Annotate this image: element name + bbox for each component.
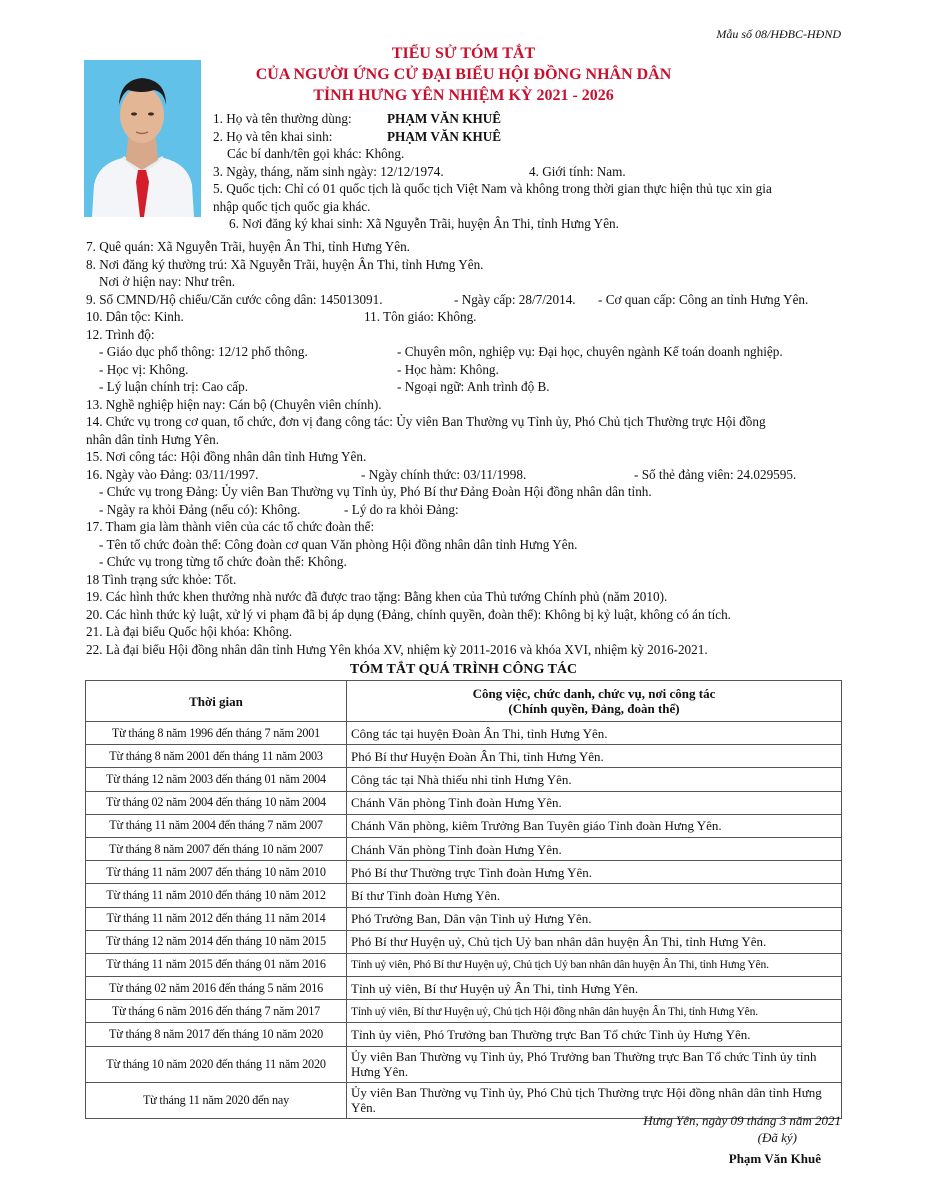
ethnicity: 10. Dân tộc: Kinh. xyxy=(86,309,184,324)
birth-name: PHẠM VĂN KHUÊ xyxy=(387,128,502,144)
row-time: Từ tháng 11 năm 2015 đến tháng 01 năm 2016 xyxy=(86,953,347,976)
row-job: Ủy viên Ban Thường vụ Tỉnh ủy, Phó Trưởng ban Thường trực Ban Tổ chức Tỉnh ủy tỉnh Hưng Yên. xyxy=(347,1046,842,1082)
id-number: 9. Số CMND/Hộ chiếu/Căn cước công dân: 145013091. xyxy=(86,291,383,307)
table-row xyxy=(86,977,842,1000)
signature-block xyxy=(643,1112,841,1167)
political-theory: - Lý luận chính trị: Cao cấp. xyxy=(99,379,249,394)
workplace: 15. Nơi công tác: Hội đồng nhân dân tỉnh Hưng Yên. xyxy=(86,449,367,464)
doc-title-line-3: TỈNH HƯNG YÊN NHIỆM KỲ 2021 - 2026 xyxy=(313,87,614,104)
row-job: Tỉnh uỷ viên, Phó Bí thư Huyện uỷ, Chủ tịch Uỷ ban nhân dân huyện Ân Thi, tỉnh Hưng Yên. xyxy=(347,953,842,976)
row-job: Phó Bí thư Thường trực Tỉnh đoàn Hưng Yên. xyxy=(347,861,842,884)
row-time: Từ tháng 11 năm 2007 đến tháng 10 năm 2010 xyxy=(86,861,347,884)
portrait-photo xyxy=(84,60,201,217)
col-job-header-line-2: (Chính quyền, Đảng, đoàn thể) xyxy=(508,701,680,716)
degree: - Học vị: Không. xyxy=(99,361,189,377)
foreign-language: - Ngoại ngữ: Anh trình độ B. xyxy=(397,379,550,394)
header-info xyxy=(213,110,853,233)
col-time-header: Thời gian xyxy=(86,681,347,722)
work-history-table xyxy=(85,680,842,1119)
row-time: Từ tháng 8 năm 2001 đến tháng 11 năm 2003 xyxy=(86,745,347,768)
party-official-date: - Ngày chính thức: 03/11/1998. xyxy=(361,466,527,482)
party-card: - Số thẻ đảng viên: 24.029595. xyxy=(634,466,797,482)
row-time: Từ tháng 12 năm 2003 đến tháng 01 năm 2004 xyxy=(86,768,347,791)
gender: 4. Giới tính: Nam. xyxy=(529,163,626,179)
table-row xyxy=(86,953,842,976)
party-leave-date: - Ngày ra khỏi Đảng (nếu có): Không. xyxy=(99,501,301,517)
row-job: Công tác tại Nhà thiếu nhi tỉnh Hưng Yên. xyxy=(347,768,842,791)
place-date: Hưng Yên, ngày 09 tháng 3 năm 2021 xyxy=(643,1113,841,1128)
doc-title-line-1: TIỂU SỬ TÓM TẮT xyxy=(391,45,536,62)
signer-name: Phạm Văn Khuê xyxy=(728,1151,821,1166)
row-time: Từ tháng 8 năm 1996 đến tháng 7 năm 2001 xyxy=(86,722,347,745)
form-number: Mẫu số 08/HĐBC-HĐND xyxy=(716,27,841,41)
party-join-date: 16. Ngày vào Đảng: 03/11/1997. xyxy=(86,466,259,482)
party-position: - Chức vụ trong Đảng: Ủy viên Ban Thường vụ Tỉnh ủy, Phó Bí thư Đảng Đoàn Hội đồng nhân dân tỉnh. xyxy=(99,484,652,499)
religion: 11. Tôn giáo: Không. xyxy=(364,309,477,324)
table-row xyxy=(86,1046,842,1082)
health: 18 Tình trạng sức khỏe: Tốt. xyxy=(86,571,237,587)
position-1: 14. Chức vụ trong cơ quan, tổ chức, đơn vị đang công tác: Ủy viên Ban Thường vụ Tỉnh ủy, Phó Chủ tịch Thường trực Hội đồng xyxy=(86,414,766,429)
residence: 8. Nơi đăng ký thường trú: Xã Nguyễn Trãi, huyện Ân Thi, tỉnh Hưng Yên. xyxy=(86,256,484,272)
row-job: Bí thư Tỉnh đoàn Hưng Yên. xyxy=(347,884,842,907)
row-job: Tỉnh ủy viên, Phó Trưởng ban Thường trực Ban Tổ chức Tỉnh ủy Hưng Yên. xyxy=(347,1023,842,1046)
council-delegate: 22. Là đại biểu Hội đồng nhân dân tỉnh Hưng Yên khóa XV, nhiệm kỳ 2011-2016 và khóa XVI, nhiệm kỳ 2016-2021. xyxy=(86,641,708,657)
row-time: Từ tháng 8 năm 2017 đến tháng 10 năm 2020 xyxy=(86,1023,347,1046)
table-row xyxy=(86,768,842,791)
table-row xyxy=(86,837,842,860)
row-job: Công tác tại huyện Đoàn Ân Thi, tỉnh Hưng Yên. xyxy=(347,722,842,745)
table-row xyxy=(86,930,842,953)
table-row xyxy=(86,722,842,745)
row-time: Từ tháng 12 năm 2014 đến tháng 10 năm 2015 xyxy=(86,930,347,953)
occupation: 13. Nghề nghiệp hiện nay: Cán bộ (Chuyên viên chính). xyxy=(86,396,382,412)
organization-position: - Chức vụ trong từng tổ chức đoàn thể: Không. xyxy=(99,554,347,569)
row-job: Ủy viên Ban Thường vụ Tỉnh ủy, Phó Chủ tịch Thường trực Hội đồng nhân dân tỉnh Hưng Yên. xyxy=(347,1082,842,1118)
organizations-heading: 17. Tham gia làm thành viên của các tổ chức đoàn thể: xyxy=(86,519,375,534)
doc-title-line-2: CỦA NGƯỜI ỨNG CỬ ĐẠI BIỂU HỘI ĐỒNG NHÂN DÂN xyxy=(255,66,672,83)
academic-title: - Học hàm: Không. xyxy=(397,361,499,377)
main-info xyxy=(86,238,846,658)
hometown: 7. Quê quán: Xã Nguyễn Trãi, huyện Ân Thi, tỉnh Hưng Yên. xyxy=(86,239,410,254)
row-job: Phó Bí thư Huyện Đoàn Ân Thi, tỉnh Hưng Yên. xyxy=(347,745,842,768)
table-row xyxy=(86,1023,842,1046)
row-job: Tỉnh uỷ viên, Bí thư Huyện uỷ, Chủ tịch Hội đồng nhân dân huyện Ân Thi, tỉnh Hưng Yên. xyxy=(347,1000,842,1023)
national-assembly: 21. Là đại biểu Quốc hội khóa: Không. xyxy=(86,624,293,639)
birth-date: 3. Ngày, tháng, năm sinh ngày: 12/12/1974. xyxy=(213,163,444,179)
row-job: Tỉnh uỷ viên, Bí thư Huyện uỷ Ân Thi, tỉnh Hưng Yên. xyxy=(347,977,842,1000)
birth-registration: 6. Nơi đăng ký khai sinh: Xã Nguyễn Trãi, huyện Ân Thi, tỉnh Hưng Yên. xyxy=(229,216,619,231)
row-job: Chánh Văn phòng, kiêm Trưởng Ban Tuyên giáo Tỉnh đoàn Hưng Yên. xyxy=(347,814,842,837)
row-time: Từ tháng 02 năm 2016 đến tháng 5 năm 2016 xyxy=(86,977,347,1000)
row-job: Chánh Văn phòng Tỉnh đoàn Hưng Yên. xyxy=(347,837,842,860)
nationality-1: 5. Quốc tịch: Chỉ có 01 quốc tịch là quốc tịch Việt Nam và không trong thời gian thực hiện thủ tục xin gia xyxy=(213,181,772,196)
col-job-header xyxy=(347,681,842,722)
item-1-label: 1. Họ và tên thường dùng: xyxy=(213,111,352,126)
education-heading: 12. Trình độ: xyxy=(86,326,155,342)
specialization: - Chuyên môn, nghiệp vụ: Đại học, chuyên ngành Kế toán doanh nghiệp. xyxy=(397,344,783,359)
alias: Các bí danh/tên gọi khác: Không. xyxy=(227,146,405,161)
row-time: Từ tháng 11 năm 2020 đến nay xyxy=(86,1082,347,1118)
current-address: Nơi ở hiện nay: Như trên. xyxy=(99,274,236,289)
position-2: nhân dân tỉnh Hưng Yên. xyxy=(86,431,220,447)
general-education: - Giáo dục phổ thông: 12/12 phổ thông. xyxy=(99,344,308,359)
signed-note: (Đã ký) xyxy=(757,1130,797,1145)
discipline: 20. Các hình thức kỷ luật, xử lý vi phạm đã bị áp dụng (Đảng, chính quyền, đoàn thể): Không bị kỷ luật, không có án tích. xyxy=(86,606,731,622)
table-row xyxy=(86,745,842,768)
item-2-label: 2. Họ và tên khai sinh: xyxy=(213,128,333,144)
nationality-2: nhập quốc tịch quốc gia khác. xyxy=(213,198,371,214)
id-issuer: - Cơ quan cấp: Công an tỉnh Hưng Yên. xyxy=(598,291,809,307)
organization-name: - Tên tổ chức đoàn thể: Công đoàn cơ quan Văn phòng Hội đồng nhân dân tỉnh Hưng Yên. xyxy=(99,536,578,552)
row-time: Từ tháng 11 năm 2012 đến tháng 11 năm 2014 xyxy=(86,907,347,930)
row-time: Từ tháng 6 năm 2016 đến tháng 7 năm 2017 xyxy=(86,1000,347,1023)
table-row xyxy=(86,1000,842,1023)
row-job: Phó Trưởng Ban, Dân vận Tỉnh uỷ Hưng Yên. xyxy=(347,907,842,930)
table-row xyxy=(86,884,842,907)
row-time: Từ tháng 11 năm 2004 đến tháng 7 năm 2007 xyxy=(86,814,347,837)
work-history-title: TÓM TẮT QUÁ TRÌNH CÔNG TÁC xyxy=(349,662,578,677)
common-name: PHẠM VĂN KHUÊ xyxy=(387,111,502,126)
awards: 19. Các hình thức khen thưởng nhà nước đã được trao tặng: Bằng khen của Thủ tướng Chính phủ (năm 2010). xyxy=(86,589,668,604)
table-row xyxy=(86,907,842,930)
row-job: Chánh Văn phòng Tỉnh đoàn Hưng Yên. xyxy=(347,791,842,814)
row-job: Phó Bí thư Huyện uỷ, Chủ tịch Uỷ ban nhân dân huyện Ân Thi, tỉnh Hưng Yên. xyxy=(347,930,842,953)
id-issue-date: - Ngày cấp: 28/7/2014. xyxy=(454,291,576,307)
row-time: Từ tháng 02 năm 2004 đến tháng 10 năm 2004 xyxy=(86,791,347,814)
row-time: Từ tháng 8 năm 2007 đến tháng 10 năm 2007 xyxy=(86,837,347,860)
table-row xyxy=(86,861,842,884)
row-time: Từ tháng 10 năm 2020 đến tháng 11 năm 2020 xyxy=(86,1046,347,1082)
party-leave-reason: - Lý do ra khỏi Đảng: xyxy=(344,501,459,517)
table-row xyxy=(86,791,842,814)
col-job-header-line-1: Công việc, chức danh, chức vụ, nơi công tác xyxy=(472,686,716,701)
row-time: Từ tháng 11 năm 2010 đến tháng 10 năm 2012 xyxy=(86,884,347,907)
table-row xyxy=(86,814,842,837)
